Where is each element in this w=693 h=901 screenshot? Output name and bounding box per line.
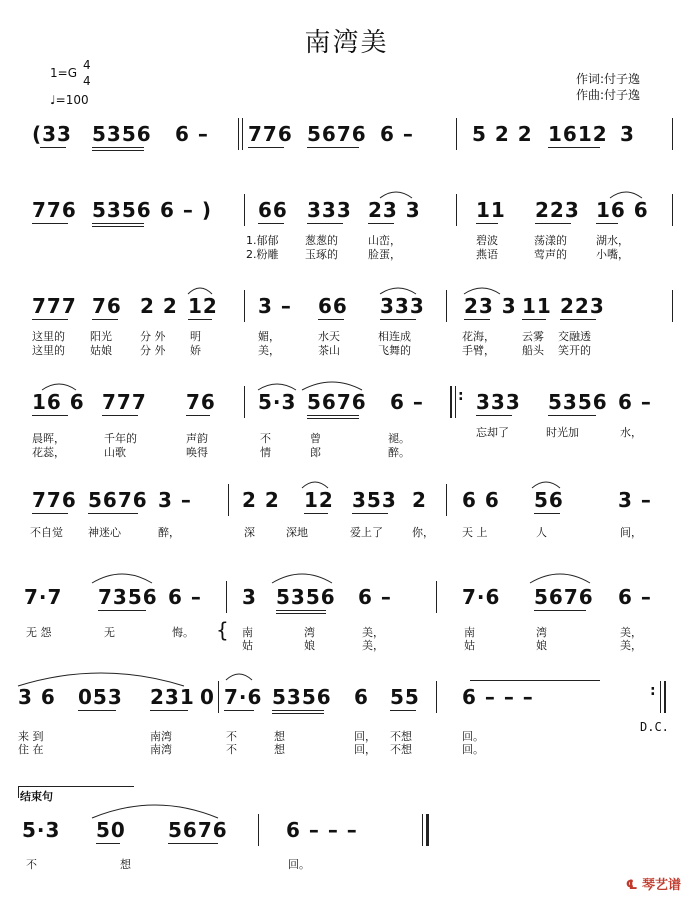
lyric: 美， bbox=[362, 639, 384, 652]
barline bbox=[672, 118, 673, 150]
lyric: 曾 bbox=[310, 432, 321, 445]
beam bbox=[560, 319, 596, 320]
lyric: 脸蛋， bbox=[368, 248, 401, 261]
lyric: 姑娘 bbox=[90, 344, 112, 357]
beam bbox=[40, 147, 66, 148]
beam bbox=[464, 319, 490, 320]
slur bbox=[378, 186, 414, 200]
da-capo-marking: D.C. bbox=[640, 720, 669, 734]
final-barline bbox=[426, 814, 429, 846]
barline bbox=[446, 484, 447, 516]
lyric: 你， bbox=[412, 526, 434, 539]
barline bbox=[672, 194, 673, 226]
note-group: 231 bbox=[150, 685, 195, 709]
beam bbox=[88, 513, 138, 514]
lyric: 燕语 bbox=[476, 248, 498, 261]
lyric: 玉琢的 bbox=[305, 248, 338, 261]
lyric: 明 bbox=[190, 330, 201, 343]
slur bbox=[256, 378, 298, 392]
repeat-barline bbox=[660, 681, 661, 713]
lyric: 姑 bbox=[242, 639, 253, 652]
note-group: 5·3 bbox=[258, 390, 297, 414]
barline bbox=[226, 581, 227, 613]
note-group: 3 – bbox=[258, 294, 292, 318]
note-group: 6 – ) bbox=[160, 198, 212, 222]
ending-label: 结束句 bbox=[20, 790, 53, 803]
barline bbox=[456, 118, 457, 150]
beam bbox=[186, 415, 210, 416]
lyric: 醉， bbox=[158, 526, 180, 539]
lyric: 碧波 bbox=[476, 234, 498, 247]
note-group: 6 – bbox=[168, 585, 202, 609]
lyric: 褪。 bbox=[388, 432, 410, 445]
note-group: 3 – bbox=[158, 488, 192, 512]
note-group: 223 bbox=[560, 294, 605, 318]
note-group: 7·7 bbox=[24, 585, 63, 609]
logo-text: 琴艺谱 bbox=[641, 878, 681, 893]
repeat-barline bbox=[455, 386, 456, 418]
note-group: 5676 bbox=[168, 818, 228, 842]
lyric: 不想 bbox=[390, 730, 412, 743]
note-group: 3 bbox=[242, 585, 257, 609]
beam bbox=[390, 710, 416, 711]
barline bbox=[218, 681, 219, 713]
beam bbox=[307, 147, 359, 148]
beam bbox=[272, 710, 324, 711]
note-group: 12 bbox=[188, 294, 218, 318]
beam bbox=[548, 147, 600, 148]
beam bbox=[476, 415, 512, 416]
lyric: 回。 bbox=[462, 730, 484, 743]
note-group: 6 – bbox=[175, 122, 209, 146]
time-signature-top: 4 bbox=[83, 58, 91, 72]
lyric: 想 bbox=[120, 858, 131, 871]
beam bbox=[92, 223, 144, 224]
lyric: 南 bbox=[242, 626, 253, 639]
slur bbox=[528, 565, 592, 585]
lyric: 娘 bbox=[304, 639, 315, 652]
lyric: 不 bbox=[226, 730, 237, 743]
beam bbox=[380, 319, 416, 320]
note-group: 777 bbox=[32, 294, 77, 318]
slur bbox=[40, 378, 78, 392]
logo-icon: ℄ bbox=[625, 878, 638, 893]
lyric: 神迷心 bbox=[88, 526, 121, 539]
beam bbox=[98, 610, 146, 611]
lyric: 娘 bbox=[536, 639, 547, 652]
lyric: 花蕊， bbox=[32, 446, 65, 459]
beam bbox=[78, 710, 116, 711]
note-group: 333 bbox=[476, 390, 521, 414]
slur bbox=[270, 565, 334, 585]
lyric: 这里的 bbox=[32, 330, 65, 343]
lyric: 飞舞的 bbox=[378, 344, 411, 357]
note-group: 5676 bbox=[534, 585, 594, 609]
lyric: 来 到 bbox=[18, 730, 44, 743]
beam bbox=[535, 223, 571, 224]
beam bbox=[32, 513, 68, 514]
slur bbox=[224, 668, 254, 682]
lyric: 分 外 bbox=[140, 330, 166, 343]
lyric: 湾 bbox=[304, 626, 315, 639]
lyric: 手臂， bbox=[462, 344, 495, 357]
lyric: 媚， bbox=[258, 330, 280, 343]
lyric: 情 bbox=[260, 446, 271, 459]
ending-bracket bbox=[18, 786, 134, 787]
note-group: 6 – – – bbox=[462, 685, 534, 709]
slur bbox=[462, 282, 502, 296]
lyric: 水， bbox=[620, 426, 642, 439]
note-group: 5356 bbox=[548, 390, 608, 414]
slur bbox=[90, 798, 220, 820]
note-group: 6 – bbox=[380, 122, 414, 146]
lyric: 想 bbox=[274, 730, 285, 743]
beam bbox=[318, 319, 344, 320]
lyric: 时光加 bbox=[546, 426, 579, 439]
lyric: 不想 bbox=[390, 743, 412, 756]
lyric: 回。 bbox=[462, 743, 484, 756]
barline bbox=[242, 118, 243, 150]
slur bbox=[530, 476, 562, 490]
ending-bracket bbox=[18, 786, 19, 798]
note-group: 5356 bbox=[92, 198, 152, 222]
final-barline bbox=[422, 814, 423, 846]
beam bbox=[548, 415, 596, 416]
slur bbox=[300, 374, 364, 392]
note-group: 66 bbox=[318, 294, 348, 318]
note-group: 5676 bbox=[88, 488, 148, 512]
note-group: 3 6 bbox=[18, 685, 56, 709]
beam bbox=[276, 610, 326, 611]
note-group: 2 2 bbox=[242, 488, 280, 512]
lyric: 姑 bbox=[464, 639, 475, 652]
note-group: 333 bbox=[307, 198, 352, 222]
repeat-dots: : bbox=[650, 683, 657, 699]
barline bbox=[446, 290, 447, 322]
note-group: 6 bbox=[354, 685, 369, 709]
beam bbox=[32, 319, 68, 320]
slur bbox=[378, 282, 418, 296]
note-group: 5676 bbox=[307, 122, 367, 146]
lyricist-credit: 作词:付子逸 bbox=[576, 72, 641, 86]
lyric: 不自觉 bbox=[30, 526, 63, 539]
beam bbox=[92, 319, 118, 320]
beam bbox=[150, 710, 188, 711]
note-group: 7·6 bbox=[224, 685, 263, 709]
lyric: 船头 bbox=[522, 344, 544, 357]
note-group: 11 bbox=[522, 294, 552, 318]
barline bbox=[238, 118, 239, 150]
lyric: 分 外 bbox=[140, 344, 166, 357]
beam bbox=[307, 418, 359, 419]
beam bbox=[596, 223, 618, 224]
lyric: 回。 bbox=[288, 858, 310, 871]
note-group: 776 bbox=[32, 488, 77, 512]
composer-credit: 作曲:付子逸 bbox=[576, 88, 641, 102]
lyric: 娇 bbox=[190, 344, 201, 357]
lyric: 忘却了 bbox=[476, 426, 509, 439]
lyric: 阳光 bbox=[90, 330, 112, 343]
barline bbox=[672, 290, 673, 322]
note-group: (33 bbox=[32, 122, 72, 146]
note-group: 0 bbox=[200, 685, 215, 709]
beam bbox=[32, 415, 68, 416]
note-group: 5676 bbox=[307, 390, 367, 414]
barline bbox=[244, 386, 245, 418]
note-group: 66 bbox=[258, 198, 288, 222]
note-group: 2 bbox=[412, 488, 427, 512]
note-group: 5356 bbox=[272, 685, 332, 709]
site-logo[interactable] bbox=[626, 874, 681, 893]
lyric: 不 bbox=[260, 432, 271, 445]
note-group: 6 – bbox=[618, 390, 652, 414]
lyric: 山峦， bbox=[368, 234, 401, 247]
lyric: 云雾 bbox=[522, 330, 544, 343]
time-signature-bottom: 4 bbox=[83, 74, 91, 88]
note-group: 7·6 bbox=[462, 585, 501, 609]
slur bbox=[608, 186, 644, 200]
barline bbox=[228, 484, 229, 516]
note-group: 56 bbox=[534, 488, 564, 512]
barline bbox=[258, 814, 259, 846]
lyric: 醉。 bbox=[388, 446, 410, 459]
lyric: 花海， bbox=[462, 330, 495, 343]
beam bbox=[92, 150, 144, 151]
beam bbox=[307, 415, 359, 416]
note-group: 777 bbox=[102, 390, 147, 414]
note-group: 6 – bbox=[358, 585, 392, 609]
lyric: 2.粉雕 bbox=[246, 248, 279, 261]
slur bbox=[16, 666, 186, 688]
lyric: 回， bbox=[354, 730, 376, 743]
lyric: 间， bbox=[620, 526, 642, 539]
barline bbox=[244, 290, 245, 322]
note-group: 2 2 bbox=[140, 294, 178, 318]
barline bbox=[436, 681, 437, 713]
beam bbox=[188, 319, 212, 320]
barline bbox=[244, 194, 245, 226]
lyric: 深 bbox=[244, 526, 255, 539]
note-group: 7356 bbox=[98, 585, 158, 609]
lyric: 无 bbox=[104, 626, 115, 639]
lyric: 小嘴， bbox=[596, 248, 629, 261]
note-group: 55 bbox=[390, 685, 420, 709]
note-group: 333 bbox=[380, 294, 425, 318]
page-title: 南湾美 bbox=[304, 28, 389, 58]
lyric: 住 在 bbox=[18, 743, 44, 756]
beam bbox=[304, 513, 328, 514]
note-group: 76 bbox=[92, 294, 122, 318]
lyric: 山歌 bbox=[104, 446, 126, 459]
lyric: 美， bbox=[620, 639, 642, 652]
barline bbox=[456, 194, 457, 226]
note-group: 23 3 bbox=[464, 294, 517, 318]
repeat-barline bbox=[664, 681, 666, 713]
tie-line bbox=[470, 680, 600, 681]
note-group: 6 – bbox=[618, 585, 652, 609]
lyric: 相连成 bbox=[378, 330, 411, 343]
lyric: 交融透 bbox=[558, 330, 591, 343]
note-group: 353 bbox=[352, 488, 397, 512]
beam bbox=[352, 513, 388, 514]
beam bbox=[224, 710, 254, 711]
lyric: 千年的 bbox=[104, 432, 137, 445]
note-group: 3 bbox=[620, 122, 635, 146]
beam bbox=[168, 843, 218, 844]
lyric: 南 bbox=[464, 626, 475, 639]
note-group: 776 bbox=[32, 198, 77, 222]
lyric: 莺声的 bbox=[534, 248, 567, 261]
beam bbox=[534, 610, 586, 611]
beam bbox=[522, 319, 546, 320]
lyric: 葱葱的 bbox=[305, 234, 338, 247]
lyric: 声韵 bbox=[186, 432, 208, 445]
lyric: 悔。 bbox=[172, 626, 194, 639]
note-group: 6 6 bbox=[462, 488, 500, 512]
beam bbox=[96, 843, 120, 844]
beam bbox=[272, 713, 324, 714]
lyric: 这里的 bbox=[32, 344, 65, 357]
lyric: 人 bbox=[536, 526, 547, 539]
lyric: 深地 bbox=[286, 526, 308, 539]
lyric: 唤得 bbox=[186, 446, 208, 459]
key-signature: 1=G bbox=[50, 66, 77, 80]
note-group: 23 3 bbox=[368, 198, 421, 222]
beam bbox=[92, 226, 144, 227]
note-group: 5356 bbox=[92, 122, 152, 146]
lyric: 南湾 bbox=[150, 743, 172, 756]
note-group: 5·3 bbox=[22, 818, 61, 842]
beam bbox=[276, 613, 326, 614]
tempo-marking: ♩=100 bbox=[50, 93, 89, 107]
note-group: 776 bbox=[248, 122, 293, 146]
slur bbox=[186, 282, 214, 296]
lyric: 郎 bbox=[310, 446, 321, 459]
note-group: 11 bbox=[476, 198, 506, 222]
lyric: 天 上 bbox=[462, 526, 488, 539]
note-group: 12 bbox=[304, 488, 334, 512]
beam bbox=[368, 223, 394, 224]
beam bbox=[92, 147, 144, 148]
lyric: 南湾 bbox=[150, 730, 172, 743]
lyric: 水天 bbox=[318, 330, 340, 343]
repeat-dots: : bbox=[458, 388, 465, 404]
lyric: 无 怨 bbox=[26, 626, 52, 639]
note-group: 223 bbox=[535, 198, 580, 222]
barline bbox=[436, 581, 437, 613]
lyric: 不 bbox=[226, 743, 237, 756]
lyric: 美， bbox=[620, 626, 642, 639]
note-group: 76 bbox=[186, 390, 216, 414]
beam bbox=[102, 415, 138, 416]
note-group: 16 6 bbox=[32, 390, 85, 414]
repeat-barline bbox=[450, 386, 452, 418]
lyric: 不 bbox=[26, 858, 37, 871]
beam bbox=[248, 147, 284, 148]
lyric: 美， bbox=[362, 626, 384, 639]
note-group: 50 bbox=[96, 818, 126, 842]
lyric: 美， bbox=[258, 344, 280, 357]
lyric: 想 bbox=[274, 743, 285, 756]
beam bbox=[534, 513, 560, 514]
note-group: 5356 bbox=[276, 585, 336, 609]
note-group: 1612 bbox=[548, 122, 608, 146]
lyric: 湾 bbox=[536, 626, 547, 639]
lyric: 晨晖， bbox=[32, 432, 65, 445]
note-group: 6 – bbox=[390, 390, 424, 414]
lyric: 笑开的 bbox=[558, 344, 591, 357]
slur bbox=[90, 565, 154, 585]
lyric: 茶山 bbox=[318, 344, 340, 357]
lyric: 回， bbox=[354, 743, 376, 756]
beam bbox=[258, 223, 284, 224]
note-group: 5 2 2 bbox=[472, 122, 533, 146]
beam bbox=[32, 223, 68, 224]
lyric: 湖水， bbox=[596, 234, 629, 247]
lyric: 1.郁郁 bbox=[246, 234, 279, 247]
lyric: 爱上了 bbox=[350, 526, 383, 539]
note-group: 053 bbox=[78, 685, 123, 709]
beam bbox=[476, 223, 498, 224]
beam bbox=[307, 223, 343, 224]
lyric: 荡漾的 bbox=[534, 234, 567, 247]
slur bbox=[300, 476, 330, 490]
note-group: 16 6 bbox=[596, 198, 649, 222]
note-group: 6 – – – bbox=[286, 818, 358, 842]
note-group: 3 – bbox=[618, 488, 652, 512]
verse-brace: { bbox=[216, 618, 229, 642]
